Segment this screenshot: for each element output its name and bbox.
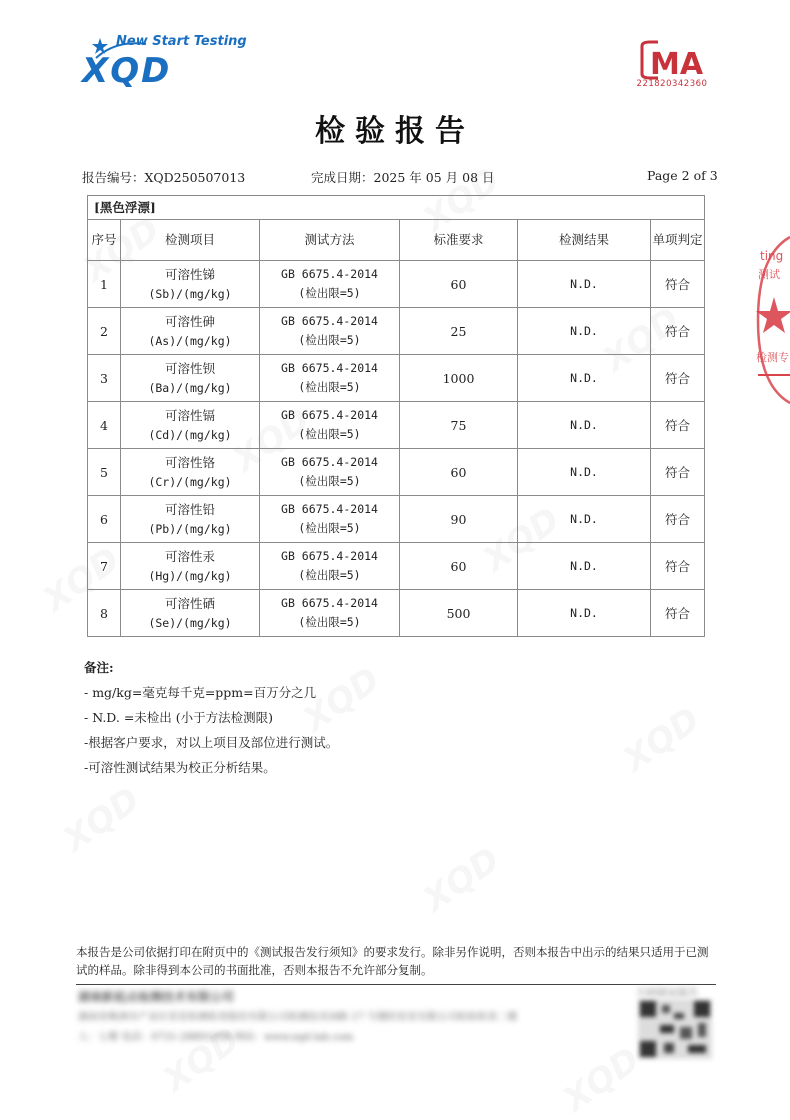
table-row	[88, 590, 705, 637]
footer-divider	[76, 984, 716, 985]
company-name: 湖南新起点检测技术有限公司	[78, 990, 235, 1004]
cell-requirement: 25	[400, 308, 518, 355]
sample-section-label: [黑色浮漂]	[87, 195, 705, 219]
item-name: 可溶性铬	[164, 454, 215, 470]
cell-item	[121, 308, 260, 355]
note-line: - mg/kg=毫克每千克=ppm=百万分之几	[84, 685, 317, 700]
cell-no: 1	[88, 261, 121, 308]
item-name: 可溶性硒	[164, 595, 215, 611]
col-header-item: 检测项目	[121, 220, 260, 261]
col-header-verdict: 单项判定	[651, 220, 705, 261]
cell-requirement: 75	[400, 402, 518, 449]
item-unit: (Se)/(mg/kg)	[148, 615, 232, 630]
method-limit: (检出限=5)	[298, 521, 361, 535]
cell-requirement: 500	[400, 590, 518, 637]
cell-result: N.D.	[518, 449, 651, 496]
method-standard: GB 6675.4-2014	[281, 596, 378, 610]
qr-label: 扫码验证报告	[638, 988, 698, 999]
cell-item	[121, 355, 260, 402]
notes-section	[84, 655, 338, 780]
notes-heading: 备注:	[84, 660, 114, 675]
cell-verdict: 符合	[651, 402, 705, 449]
item-unit: (Cd)/(mg/kg)	[148, 427, 232, 442]
page-indicator: Page 2 of 3	[647, 168, 718, 183]
item-unit: (Cr)/(mg/kg)	[148, 474, 232, 489]
seal-bottom-text: 检测专	[756, 351, 789, 364]
method-standard: GB 6675.4-2014	[281, 549, 378, 563]
cma-code: 221820342360	[636, 79, 708, 89]
footer-statement: 本报告是公司依据打印在附页中的《测试报告发行须知》的要求发行。除非另作说明，否则本报告中出示的结果只适用于已测试的样品。除非得到本公司的书面批准，否则本报告不允许部分复制。	[76, 945, 709, 977]
note-line: - N.D. =未检出 (小于方法检测限)	[84, 710, 274, 725]
note-line: -根据客户要求，对以上项目及部位进行测试。	[84, 735, 339, 750]
cell-item	[121, 543, 260, 590]
table-row	[88, 449, 705, 496]
cell-verdict: 符合	[651, 590, 705, 637]
cell-result: N.D.	[518, 590, 651, 637]
method-standard: GB 6675.4-2014	[281, 455, 378, 469]
table-row	[88, 261, 705, 308]
cell-verdict: 符合	[651, 261, 705, 308]
item-name: 可溶性砷	[164, 313, 215, 329]
cell-method	[260, 402, 400, 449]
seal-mid-text: 测试	[758, 268, 780, 281]
cell-method	[260, 261, 400, 308]
cell-method	[260, 449, 400, 496]
report-title: 检验报告	[315, 114, 475, 149]
cell-method	[260, 543, 400, 590]
cell-item	[121, 402, 260, 449]
cell-no: 3	[88, 355, 121, 402]
item-name: 可溶性铅	[164, 501, 215, 517]
item-unit: (Sb)/(mg/kg)	[148, 286, 232, 301]
item-name: 可溶性镉	[164, 407, 215, 423]
col-header-method: 测试方法	[260, 220, 400, 261]
item-name: 可溶性锑	[164, 266, 215, 282]
results-table-section	[87, 195, 704, 637]
item-unit: (Ba)/(mg/kg)	[148, 380, 232, 395]
table-row	[88, 543, 705, 590]
method-standard: GB 6675.4-2014	[281, 361, 378, 375]
col-header-no: 序号	[88, 220, 121, 261]
cell-verdict: 符合	[651, 543, 705, 590]
cell-item	[121, 449, 260, 496]
report-number: 报告编号：XQD250507013	[82, 170, 246, 185]
table-row	[88, 402, 705, 449]
cell-method	[260, 308, 400, 355]
table-row	[88, 308, 705, 355]
method-limit: (检出限=5)	[298, 615, 361, 629]
cell-result: N.D.	[518, 355, 651, 402]
cell-method	[260, 496, 400, 543]
method-standard: GB 6675.4-2014	[281, 502, 378, 516]
item-name: 可溶性汞	[164, 548, 215, 564]
item-unit: (As)/(mg/kg)	[148, 333, 232, 348]
cell-item	[121, 590, 260, 637]
cma-mark-text: MA	[650, 47, 704, 82]
cell-verdict: 符合	[651, 308, 705, 355]
method-standard: GB 6675.4-2014	[281, 314, 378, 328]
method-standard: GB 6675.4-2014	[281, 267, 378, 281]
company-address: 湖南省株洲市产业区星星检测检查股份有限公司检测技术园路 17 号楼经星星有限公司检验检查二楼	[78, 1012, 518, 1023]
cell-verdict: 符合	[651, 449, 705, 496]
method-limit: (检出限=5)	[298, 286, 361, 300]
cell-requirement: 60	[400, 449, 518, 496]
table-row	[88, 496, 705, 543]
qr-code-icon	[638, 999, 712, 1059]
method-limit: (检出限=5)	[298, 333, 361, 347]
method-limit: (检出限=5)	[298, 427, 361, 441]
finish-date: 完成日期：2025 年 05 月 08 日	[311, 170, 495, 185]
cell-verdict: 符合	[651, 355, 705, 402]
table-row	[88, 355, 705, 402]
cell-result: N.D.	[518, 543, 651, 590]
cell-no: 8	[88, 590, 121, 637]
cell-method	[260, 590, 400, 637]
method-limit: (检出限=5)	[298, 474, 361, 488]
cell-verdict: 符合	[651, 496, 705, 543]
svg-text:XQD: XQD	[82, 51, 172, 90]
item-unit: (Hg)/(mg/kg)	[148, 568, 232, 583]
cell-result: N.D.	[518, 308, 651, 355]
side-seal-stamp-icon	[750, 235, 790, 405]
cell-item	[121, 261, 260, 308]
cell-result: N.D.	[518, 261, 651, 308]
seal-top-text: ting	[760, 249, 784, 263]
item-name: 可溶性钡	[164, 360, 215, 376]
cell-method	[260, 355, 400, 402]
cell-no: 2	[88, 308, 121, 355]
cell-result: N.D.	[518, 402, 651, 449]
col-header-requirement: 标准要求	[400, 220, 518, 261]
logo-tagline: New Start Testing	[116, 34, 247, 49]
cell-result: N.D.	[518, 496, 651, 543]
cell-no: 7	[88, 543, 121, 590]
cell-no: 4	[88, 402, 121, 449]
item-unit: (Pb)/(mg/kg)	[148, 521, 232, 536]
method-standard: GB 6675.4-2014	[281, 408, 378, 422]
note-line: -可溶性测试结果为校正分析结果。	[84, 760, 276, 775]
col-header-result: 检测结果	[518, 220, 651, 261]
cell-item	[121, 496, 260, 543]
cell-requirement: 1000	[400, 355, 518, 402]
cell-no: 5	[88, 449, 121, 496]
cell-requirement: 90	[400, 496, 518, 543]
method-limit: (检出限=5)	[298, 380, 361, 394]
method-limit: (检出限=5)	[298, 568, 361, 582]
results-table	[87, 219, 705, 637]
table-header-row	[88, 220, 705, 261]
company-contact: 人：七楼 电话：0731-28891058 网站：www.xqd-lab.com	[78, 1032, 354, 1043]
cell-requirement: 60	[400, 543, 518, 590]
cell-requirement: 60	[400, 261, 518, 308]
cell-no: 6	[88, 496, 121, 543]
